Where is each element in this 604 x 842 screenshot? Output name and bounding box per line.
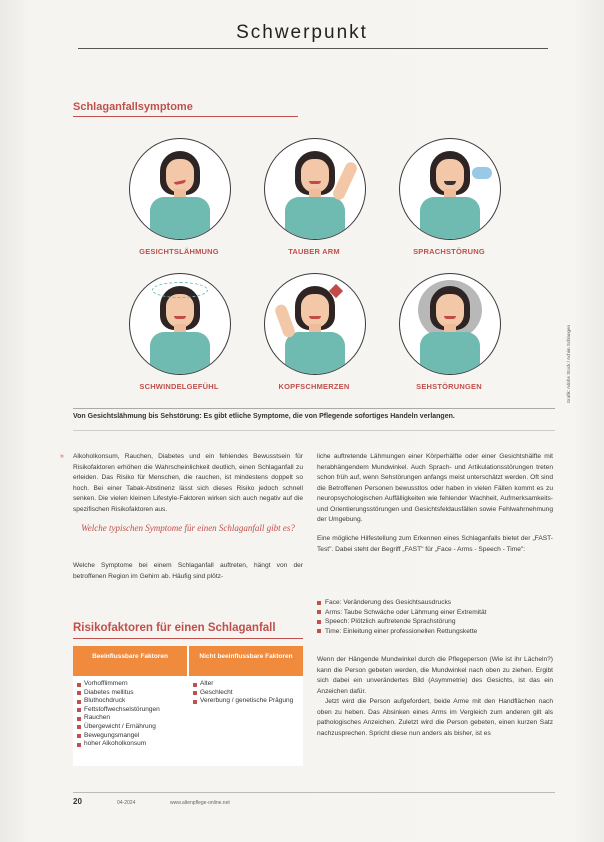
footer-divider: [73, 792, 555, 793]
table-cell: Geschlecht: [193, 689, 301, 698]
symptom-card: [387, 130, 517, 265]
symptom-label: GESICHTSLÄHMUNG: [139, 247, 219, 256]
figure-caption: Von Gesichtslähmung bis Sehstörung: Es gibt etliche Symptome, die von Pflegende sofortiges Handeln verlangen.: [73, 413, 455, 420]
symptom-label: SCHWINDELGEFÜHL: [139, 382, 219, 391]
woman-dizziness-icon: [129, 273, 231, 375]
list-item: Speech: Plötzlich auftretende Sprachstörung: [317, 617, 553, 627]
woman-vision-disorder-icon: [399, 273, 501, 375]
symptom-card: [252, 265, 382, 400]
fast-test-list: [317, 598, 553, 636]
table-cell: Bluthochdruck: [77, 697, 185, 706]
woman-face-paralysis-icon: [129, 138, 231, 240]
symptom-grid: [117, 130, 507, 400]
table-cell: Vererbung / genetische Prägung: [193, 697, 301, 706]
article-paragraph: Jetzt wird die Person aufgefordert, beide Arme mit den Handflächen nach oben zu heben. Das Absinken eines Arms im Vergleich zum anderen gilt als pathologisches Anzeichen. Zuletzt wird die Person gebeten, einen kurzen Satz nachzusprechen. Spricht diese nun anders als bisher, ist es: [317, 698, 553, 737]
article-paragraph: Eine mögliche Hilfestellung zum Erkennen eines Schlaganfalls bietet der „FAST-Test". Dabei steht der Begriff „FAST" für „Face - Arms - Speech - Time":: [317, 535, 553, 553]
symptom-card: [252, 130, 382, 265]
list-item: Time: Einleitung einer professionellen Rettungskette: [317, 627, 553, 637]
section-title-risk-factors: Risikofaktoren für einen Schlaganfall: [73, 622, 276, 634]
table-cell: Bewegungsmangel: [77, 732, 185, 741]
article-paragraph: Welche Symptome bei einem Schlaganfall auftreten, hängt von der betroffenen Region im Gehirn ab. Häufig sind plötz-: [73, 562, 303, 580]
article-paragraph: [317, 655, 553, 739]
caption-divider: [73, 408, 555, 409]
symptom-card: [117, 265, 247, 400]
woman-headache-icon: [264, 273, 366, 375]
symptom-label: SEHSTÖRUNGEN: [416, 382, 482, 391]
table-cell: Übergewicht / Ernährung: [77, 723, 185, 732]
table-header: Beeinflussbare Faktoren: [73, 646, 187, 676]
article-paragraph: Alkoholkonsum, Rauchen, Diabetes und ein fehlendes Bewusstsein für Risikofaktoren erhöhen die Wahrscheinlichkeit deutlich, einen Schlaganfall zu erleiden. Das Risiko für Menschen, die rauchen, ist mindestens doppelt so hoch. Bei einer Tabak-Abstinenz lässt sich dieses Risiko jedoch schnell senken. Die vielen kleinen Lifestyle-Faktoren wirken sich auch negativ auf die spezifischen Risikofaktoren aus.: [73, 453, 303, 513]
table-column: [193, 680, 301, 706]
pull-quote: Welche typischen Symptome für einen Schlaganfall gibt es?: [81, 523, 295, 533]
woman-numb-arm-icon: [264, 138, 366, 240]
caption-divider: [73, 430, 555, 431]
list-item: Arms: Taube Schwäche oder Lähmung einer Extremität: [317, 608, 553, 618]
image-credit: Grafik: Adobe Stock / Achim Schlangen: [566, 325, 571, 404]
symptom-label: TAUBER ARM: [288, 247, 340, 256]
table-header: Nicht beeinflussbare Faktoren: [189, 646, 303, 676]
table-cell: Rauchen: [77, 714, 185, 723]
title-divider: [78, 48, 548, 49]
footer-url: www.altenpflege-online.net: [170, 800, 230, 806]
table-cell: hoher Alkoholkonsum: [77, 740, 185, 749]
symptom-card: [387, 265, 517, 400]
list-item: Face: Veränderung des Gesichtsausdrucks: [317, 598, 553, 608]
article-paragraph: liche auftretende Lähmungen einer Körperhälfte oder einer Gesichtshälfte mit herabhängendem Mundwinkel. Auch Sprach- und Artikulationsstörungen treten schon früh auf, wenn Sehstörungen anfangs meist unterschätzt werden. Oft sind die Betroffenen Personen bewusstlos oder haben in vielen Fällen kommt es zu neuropsychologischen Auffälligkeiten wie fehlender Wachheit, Aufmerksamkeits- und Orientierungsstörungen und Gesichtsfeldausfällen sowie Fehlwahrnehmung der Umgebung.: [317, 453, 553, 523]
table-cell: Alter: [193, 680, 301, 689]
section-divider: [73, 116, 298, 117]
page-title: Schwerpunkt: [236, 22, 368, 43]
section-title-symptoms: Schlaganfallsymptome: [73, 101, 193, 113]
section-divider: [73, 638, 303, 639]
article-paragraph: Wenn der Hängende Mundwinkel durch die Pflegeperson (Wie ist ihr Lächeln?) kann die Person gebeten werden, die Mundwinkel nach oben zu ziehen. Ergibt sich dabei ein unverändertes Bild (Asymmetrie) des Gesichts, ist das ein Anzeichen dafür.: [317, 656, 553, 695]
risk-factor-table: [73, 646, 303, 766]
table-cell: Fettstoffwechselstörungen: [77, 706, 185, 715]
issue-label: 04-2024: [117, 800, 136, 806]
woman-speech-disorder-icon: [399, 138, 501, 240]
symptom-label: SPRACHSTÖRUNG: [413, 247, 485, 256]
symptom-label: KOPFSCHMERZEN: [278, 382, 350, 391]
continue-arrow-icon: »: [60, 453, 64, 460]
page-number: 20: [73, 797, 82, 806]
table-column: [77, 680, 185, 749]
table-cell: Vorhofflimmern: [77, 680, 185, 689]
table-cell: Diabetes mellitus: [77, 689, 185, 698]
symptom-card: [117, 130, 247, 265]
